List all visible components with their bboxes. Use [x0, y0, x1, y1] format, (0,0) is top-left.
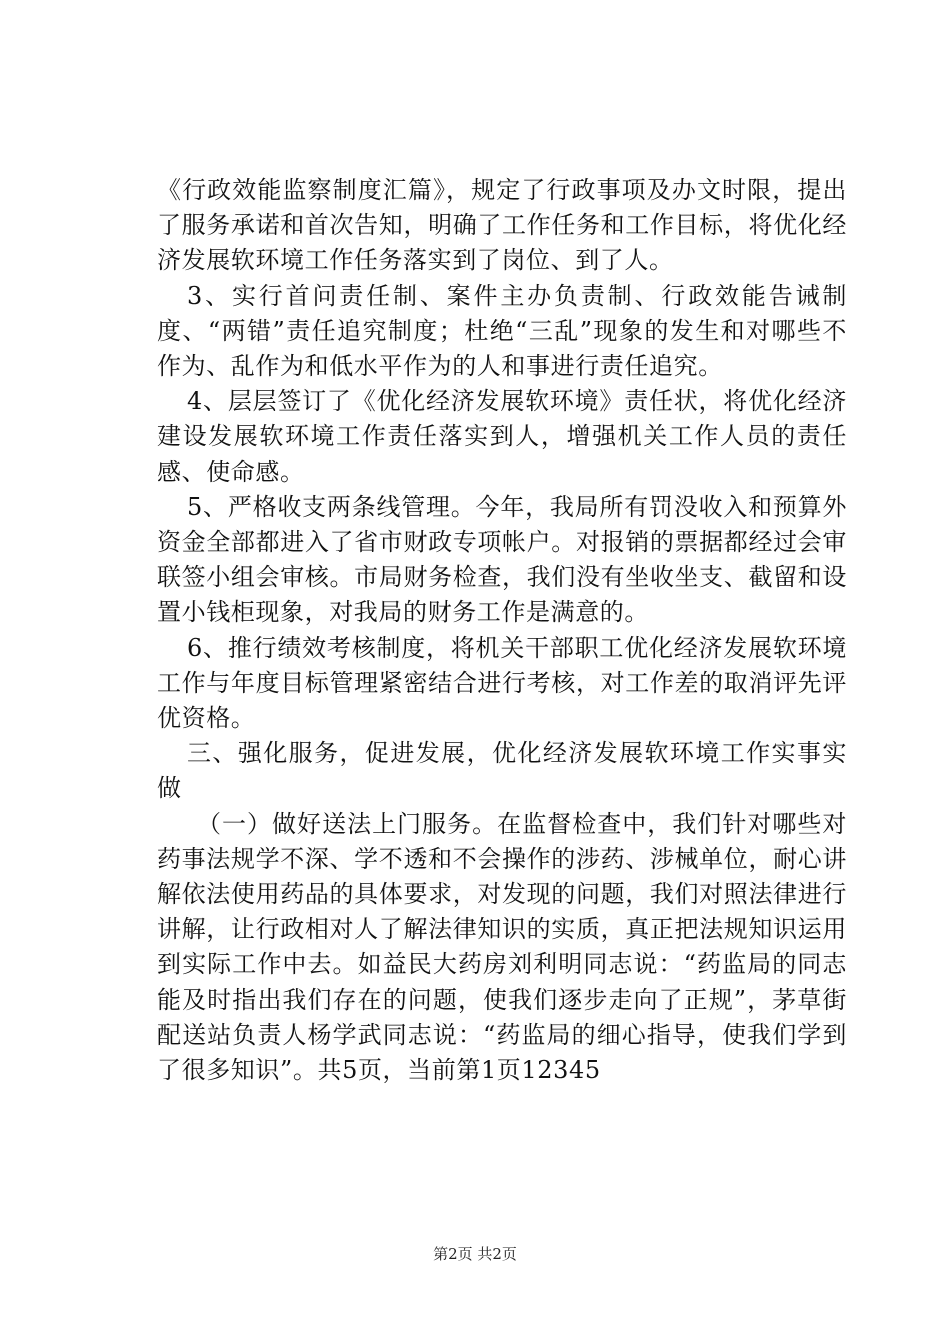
- paragraph-item-6: 6、推行绩效考核制度，将机关干部职工优化经济发展软环境工作与年度目标管理紧密结合进行考核，对工作差的取消评先评优资格。: [157, 633, 847, 733]
- paragraph-item-5: 5、严格收支两条线管理。今年，我局所有罚没收入和预算外资金全部都进入了省市财政专项帐户。对报销的票据都经过会审联签小组会审核。市局财务检查，我们没有坐收坐支、截留和设置小钱柜现象，对我局的财务工作是满意的。: [157, 492, 847, 627]
- paragraph-continuation: 《行政效能监察制度汇篇》，规定了行政事项及办文时限，提出了服务承诺和首次告知，明确了工作任务和工作目标，将优化经济发展软环境工作任务落实到了岗位、到了人。: [157, 176, 847, 275]
- paragraph-item-4: 4、层层签订了《优化经济发展软环境》责任状，将优化经济建设发展软环境工作责任落实到人，增强机关工作人员的责任感、使命感。: [157, 387, 847, 486]
- document-body: [157, 173, 847, 1088]
- page-footer: 第2页 共2页: [433, 1245, 517, 1263]
- paragraph-subsection-one: （一）做好送法上门服务。在监督检查中，我们针对哪些对药事法规学不深、学不透和不会操作的涉药、涉械单位，耐心讲解依法使用药品的具体要求，对发现的问题，我们对照法律进行讲解，让行政相对人了解法律知识的实质，真正把法规知识运用到实际工作中去。如益民大药房刘利明同志说：“药监局的同志能及时指出我们存在的问题，使我们逐步走向了正规”，茅草街配送站负责人杨学武同志说：“药监局的细心指导，使我们学到了很多知识”。共5页，当前第1页12345: [157, 809, 847, 1085]
- paragraph-item-3: 3、实行首问责任制、案件主办负责制、行政效能告诫制度、“两错”责任追究制度；杜绝“三乱”现象的发生和对哪些不作为、乱作为和低水平作为的人和事进行责任追究。: [157, 281, 847, 381]
- section-heading-three: 三、强化服务，促进发展，优化经济发展软环境工作实事实做: [157, 739, 847, 803]
